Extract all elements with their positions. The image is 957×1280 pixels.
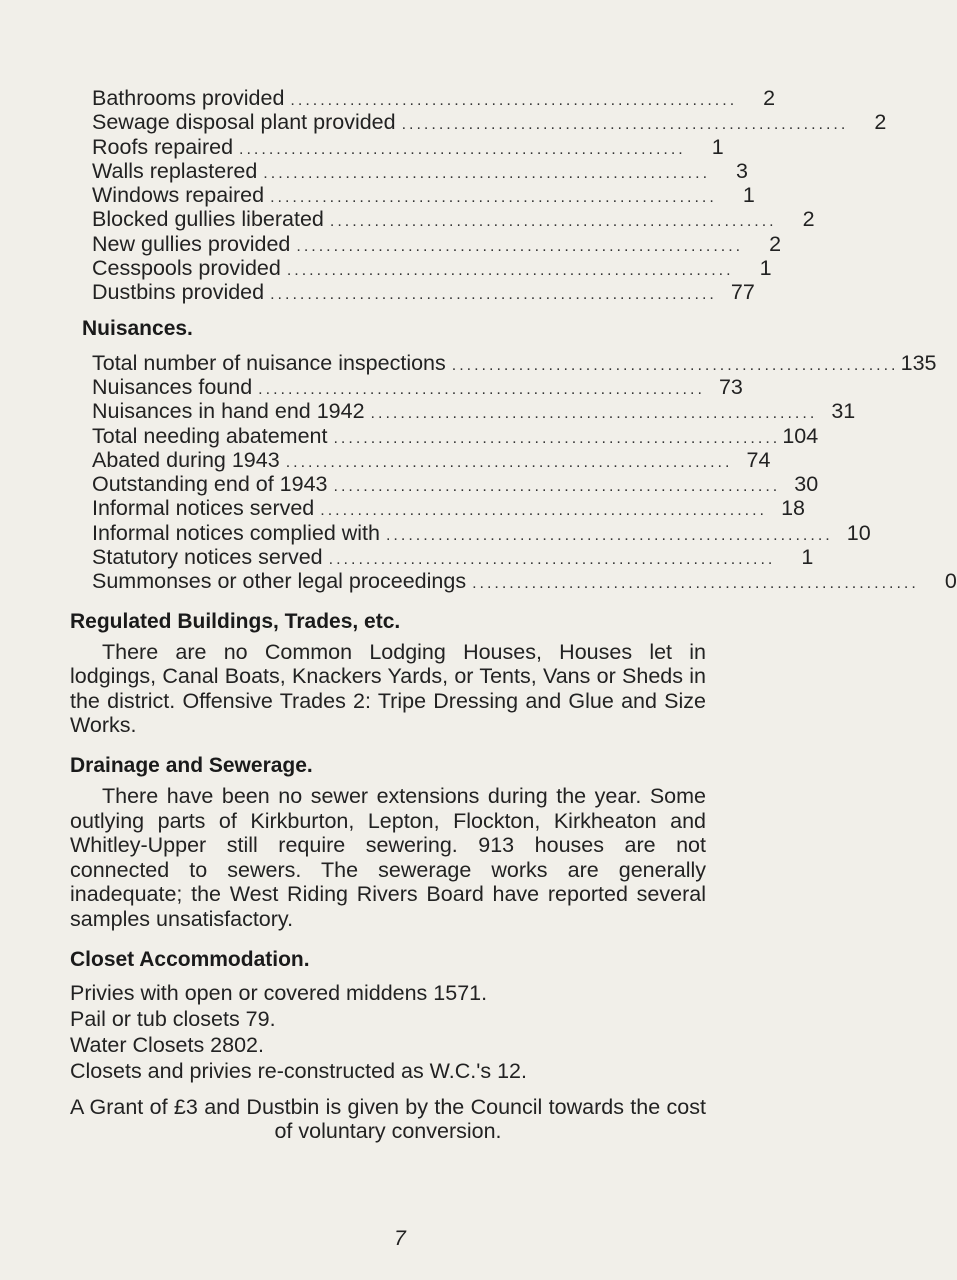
leader-dots: ............................................................ (263, 164, 711, 182)
list-item: Cesspools provided ............................................................ 1 (92, 256, 710, 280)
list-item: Windows repaired ............................................................ 1 (92, 183, 710, 207)
list-item: Abated during 1943 ............................................................ 74 (92, 448, 710, 472)
list-item: Roofs repaired ............................................................ 1 (92, 135, 710, 159)
drainage-paragraph: There have been no sewer extensions during the year. Some outlying parts of Kirkburton, Lepton, Flockton, Kirkheaton and Whitley-Upper still require sewering. 913 houses are not connected to sewers. The sewerage works are generally inadequate; the West Riding Rivers Board have reported several samples unsatisfactory. (70, 784, 706, 931)
closet-line: Privies with open or covered middens 1571. (70, 980, 488, 1005)
leader-dots: ............................................................ (258, 380, 705, 398)
leader-dots: ............................................................ (329, 213, 777, 231)
regulated-paragraph: There are no Common Lodging Houses, Houses let in lodgings, Canal Boats, Knackers Yards, or Tents, Vans or Sheds in the district. Offensive Trades 2: Tripe Dressing and Glue and Size Works. (70, 639, 706, 738)
leader-dots: ............................................................ (385, 526, 833, 544)
closet-line: Water Closets 2802. (70, 1033, 264, 1058)
drainage-heading: Drainage and Sewerage. (70, 754, 313, 778)
list-item: Total needing abatement ............................................................ 104 (92, 424, 710, 448)
list-item: Walls replastered ............................................................ 3 (92, 159, 710, 183)
list-item: Blocked gullies liberated ............................................................ 2 (92, 207, 710, 231)
page-number: 7 (394, 1227, 406, 1250)
leader-dots: ............................................................ (320, 502, 767, 520)
leader-dots: ............................................................ (270, 189, 717, 207)
leader-dots: ............................................................ (401, 116, 849, 134)
leader-dots: ............................................................ (270, 286, 717, 304)
nuisances-list (92, 350, 957, 594)
document-page (70, 86, 957, 1144)
closet-line: Closets and privies re-constructed as W.C.'s 12. (70, 1059, 527, 1084)
leader-dots: ............................................................ (328, 551, 776, 569)
list-item: Total number of nuisance inspections ............................................................ 135 (92, 351, 710, 375)
grant-paragraph: A Grant of £3 and Dustbin is given by the Council towards the cost of voluntary conversion. (70, 1094, 706, 1144)
list-item: Statutory notices served ............................................................ 1 (92, 545, 710, 569)
leader-dots: ............................................................ (370, 405, 818, 423)
closet-line: Pail or tub closets 79. (70, 1006, 276, 1031)
list-item: Summonses or other legal proceedings ............................................................ 0 (92, 569, 710, 593)
leader-dots: ............................................................ (239, 140, 686, 158)
leader-dots: ............................................................ (333, 429, 781, 447)
list-item: Bathrooms provided ............................................................ 2 (92, 86, 710, 110)
leader-dots: ............................................................ (286, 262, 734, 280)
leader-dots: ............................................................ (333, 478, 781, 496)
list-item: Informal notices complied with ............................................................ 10 (92, 521, 710, 545)
leader-dots: ............................................................ (472, 575, 919, 593)
closet-heading: Closet Accommodation. (70, 947, 310, 971)
leader-dots: ............................................................ (285, 453, 733, 471)
leader-dots: ............................................................ (290, 92, 738, 109)
list-item: Sewage disposal plant provided ............................................................ 2 (92, 110, 710, 134)
leader-dots: ............................................................ (296, 237, 744, 255)
regulated-heading: Regulated Buildings, Trades, etc. (70, 609, 401, 633)
list-item: New gullies provided ............................................................ 2 (92, 232, 710, 256)
list-item: Nuisances found ............................................................ 73 (92, 375, 710, 399)
list-item: Dustbins provided ............................................................ 77 (92, 280, 710, 304)
list-item: Informal notices served ............................................................ 18 (92, 496, 710, 520)
list-item: Nuisances in hand end 1942 ............................................................ 31 (92, 399, 710, 423)
nuisances-heading: Nuisances. (82, 316, 193, 340)
leader-dots: ............................................................ (451, 356, 899, 374)
improvements-list (92, 86, 887, 305)
list-item: Outstanding end of 1943 ............................................................ 30 (92, 472, 710, 496)
closet-list (70, 980, 710, 1085)
